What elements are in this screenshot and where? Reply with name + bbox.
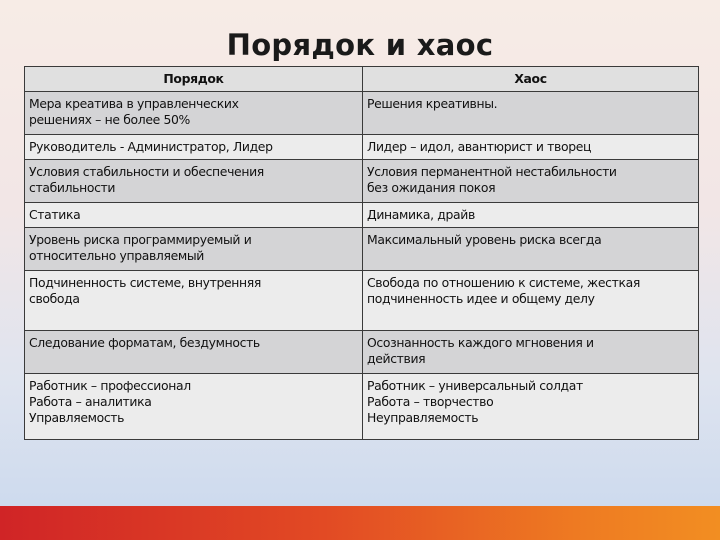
chaos-cell: Свобода по отношению к системе, жесткая подчиненность идее и общему делу bbox=[363, 271, 699, 331]
chaos-cell: Работник – универсальный солдат Работа – творчество Неуправляемость bbox=[363, 374, 699, 440]
table-row bbox=[25, 202, 699, 227]
order-cell: Условия стабильности и обеспечения стабильности bbox=[25, 159, 363, 202]
slide-title: Порядок и хаос bbox=[226, 28, 494, 62]
table-header-row bbox=[25, 67, 699, 92]
table-row bbox=[25, 271, 699, 331]
order-cell: Мера креатива в управленческих решениях – не более 50% bbox=[25, 92, 363, 135]
order-cell: Руководитель - Администратор, Лидер bbox=[25, 135, 363, 159]
chaos-cell: Решения креативны. bbox=[363, 92, 699, 135]
column-header-order: Порядок bbox=[25, 67, 363, 92]
chaos-cell: Динамика, драйв bbox=[363, 202, 699, 227]
chaos-cell: Осознанность каждого мгновения и действия bbox=[363, 330, 699, 373]
chaos-cell: Лидер – идол, авантюрист и творец bbox=[363, 135, 699, 159]
table-row bbox=[25, 135, 699, 159]
order-cell: Работник – профессионал Работа – аналитика Управляемость bbox=[25, 374, 363, 440]
table-row bbox=[25, 330, 699, 373]
order-cell: Статика bbox=[25, 202, 363, 227]
order-cell: Уровень риска программируемый и относительно управляемый bbox=[25, 228, 363, 271]
chaos-cell: Максимальный уровень риска всегда bbox=[363, 228, 699, 271]
footer-accent-bar bbox=[0, 506, 720, 540]
table-row bbox=[25, 374, 699, 440]
table-row bbox=[25, 159, 699, 202]
table-row bbox=[25, 228, 699, 271]
chaos-cell: Условия перманентной нестабильности без ожидания покоя bbox=[363, 159, 699, 202]
comparison-table bbox=[24, 66, 699, 440]
table-row bbox=[25, 92, 699, 135]
column-header-chaos: Хаос bbox=[363, 67, 699, 92]
order-cell: Подчиненность системе, внутренняя свобода bbox=[25, 271, 363, 331]
order-cell: Следование форматам, бездумность bbox=[25, 330, 363, 373]
